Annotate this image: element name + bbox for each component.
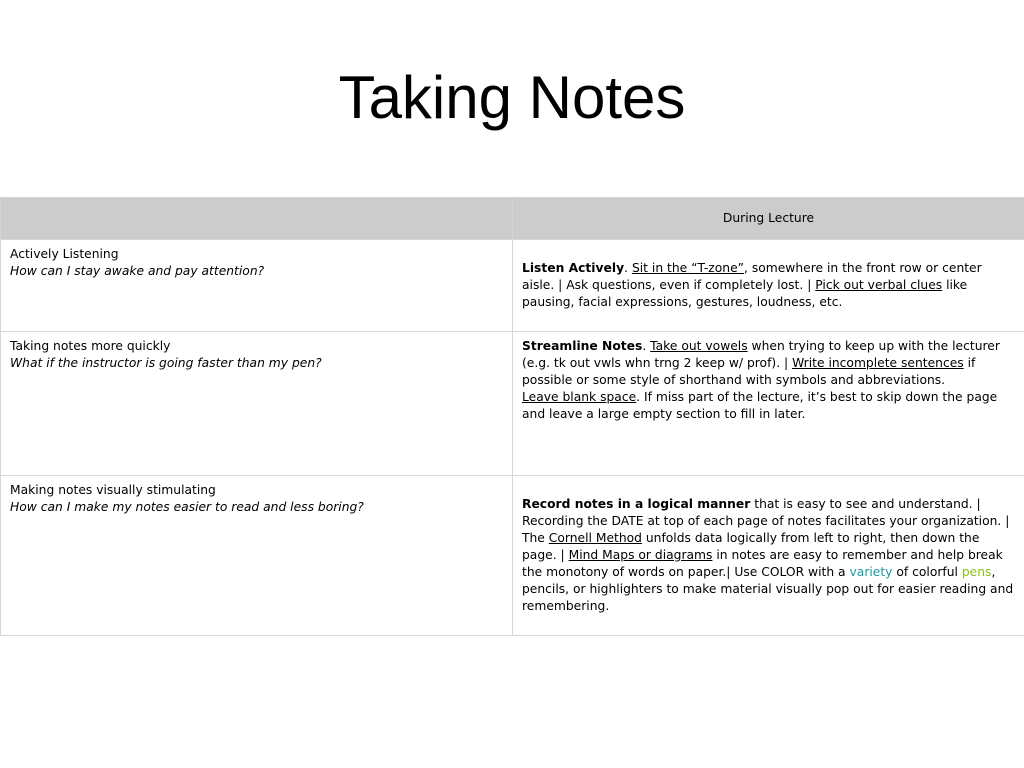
- topic-cell: [1, 240, 513, 332]
- advice-underlined: Cornell Method: [548, 531, 642, 545]
- table-row: [1, 476, 1024, 636]
- advice-heading: Streamline Notes: [522, 339, 643, 353]
- advice-cell: [513, 476, 1024, 636]
- advice-cell: [513, 332, 1024, 476]
- advice-heading: Record notes in a logical manner: [522, 497, 751, 511]
- topic-cell: [1, 476, 513, 636]
- advice-text: if possible or some style of shorthand with symbols and abbreviations.: [522, 356, 976, 387]
- table-row: [1, 240, 1024, 332]
- advice-text: that is easy to see and understand. | Recording the DATE at top of each page of notes facilitates your organization. | The: [522, 497, 1010, 545]
- advice-underlined: Pick out verbal clues: [815, 278, 943, 292]
- advice-underlined: Mind Maps or diagrams: [568, 548, 713, 562]
- topic-title: Actively Listening: [10, 247, 119, 261]
- advice-underlined: Write incomplete sentences: [792, 356, 964, 370]
- advice-text: in notes are easy to remember and help break the monotony of words on paper.| Use COLOR with a: [522, 548, 1003, 579]
- advice-text: .: [624, 261, 632, 275]
- advice-text: .: [642, 339, 651, 353]
- advice-cell: [513, 240, 1024, 332]
- topic-question: How can I stay awake and pay attention?: [10, 264, 265, 278]
- notes-table: [0, 197, 1024, 636]
- advice-text: , pencils, or highlighters to make material visually pop out for easier reading and remembering.: [522, 565, 1014, 613]
- header-cell-during-lecture: During Lecture: [513, 198, 1024, 240]
- topic-question: How can I make my notes easier to read and less boring?: [10, 500, 364, 514]
- advice-text: , somewhere in the front row or center aisle. | Ask questions, even if completely lost. |: [522, 261, 982, 292]
- advice-underlined: Leave blank space: [522, 390, 637, 404]
- topic-question: What if the instructor is going faster than my pen?: [10, 356, 322, 370]
- colored-word-pens: pens: [961, 565, 992, 579]
- advice-underlined: Take out vowels: [650, 339, 748, 353]
- advice-text: like pausing, facial expressions, gestures, loudness, etc.: [522, 278, 968, 309]
- advice-text: of colorful: [892, 565, 962, 579]
- page-title: Taking Notes: [338, 64, 686, 131]
- advice-text: when trying to keep up with the lecturer (e.g. tk out vwls whn trng 2 keep w/ prof). |: [522, 339, 1000, 370]
- topic-title: Taking notes more quickly: [10, 339, 171, 353]
- topic-cell: [1, 332, 513, 476]
- table-header-row: [1, 198, 1024, 240]
- advice-text: . If miss part of the lecture, it’s best to skip down the page and leave a large empty section to fill in later.: [522, 390, 998, 421]
- colored-word-variety: variety: [849, 565, 893, 579]
- advice-underlined: Sit in the “T-zone”: [631, 261, 745, 275]
- advice-heading: Listen Actively: [522, 261, 625, 275]
- table-row: [1, 332, 1024, 476]
- header-cell-left: [1, 198, 513, 240]
- topic-title: Making notes visually stimulating: [10, 483, 216, 497]
- advice-text: unfolds data logically from left to right, then down the page. |: [522, 531, 980, 562]
